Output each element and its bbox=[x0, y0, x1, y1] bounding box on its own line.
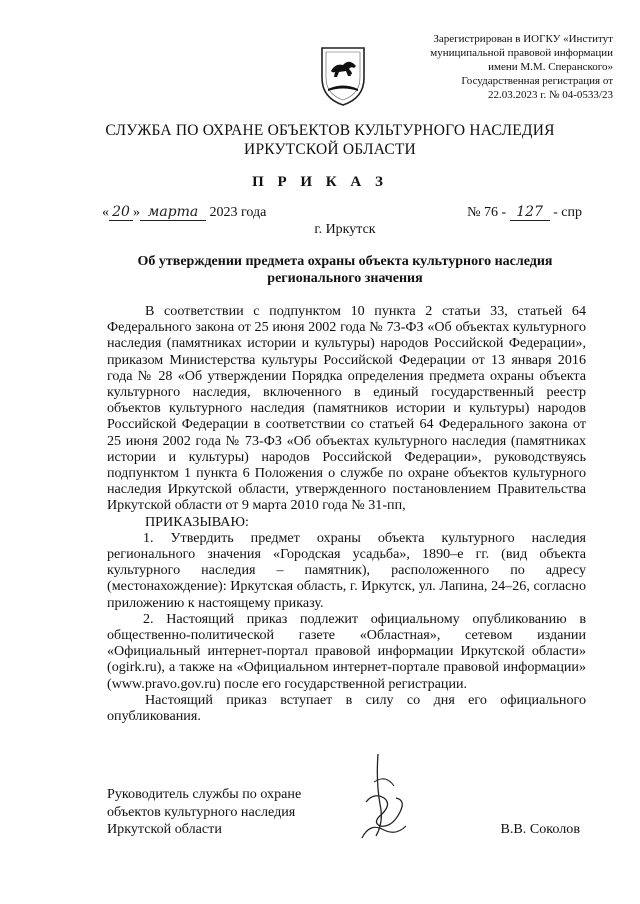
registration-line: 22.03.2023 г. № 04-0533/23 bbox=[488, 89, 613, 101]
agency-name-line: ИРКУТСКОЙ ОБЛАСТИ bbox=[244, 141, 416, 158]
coat-of-arms-icon bbox=[318, 44, 368, 108]
position-line: объектов культурного наследия bbox=[107, 803, 296, 820]
document-title: П Р И К А З bbox=[252, 174, 388, 190]
agency-name-line: СЛУЖБА ПО ОХРАНЕ ОБЪЕКТОВ КУЛЬТУРНОГО НАСЛЕДИЯ bbox=[105, 122, 555, 139]
registration-line: Государственная регистрация от bbox=[461, 75, 613, 87]
order-body bbox=[107, 303, 586, 724]
order-word: ПРИКАЗЫВАЮ: bbox=[145, 513, 249, 530]
preamble-paragraph: В соответствии с подпунктом 10 пункта 2 статьи 33, статьей 64 Федерального закона от 25 июня 2002 года № 73-ФЗ «Об объектах культурного наследия (памятниках истории и культуры) народов Российской Федерации», приказом Министерства культуры Российской Федерации от 13 января 2016 года № 28 «Об утверждении Порядка определения предмета охраны объекта культурного наследия, включенного в единый государственный реестр объектов культурного наследия (памятников истории и культуры) народов Российской Федерации в соответствии со статьей 64 Федерального закона от 25 июня 2002 года № 73-ФЗ «Об объектах культурного наследия (памятниках истории и культуры) народов Российской Федерации», руководствуясь подпунктом 1 пункта 6 Положения о службе по охране объектов культурного наследия Иркутской области, утвержденного постановлением Правительства Иркутской области от 9 марта 2010 года № 31-пп, bbox=[107, 303, 586, 514]
item-1-paragraph: 1. Утвердить предмет охраны объекта культурного наследия регионального значения «Городская усадьба», 1890–е гг. (вид объекта культурного наследия – памятник), расположенного по адресу (местонахождение): Иркутская область, г. Иркутск, ул. Лапина, 24–26, согласно приложению к настоящему приказу. bbox=[107, 529, 586, 611]
date-year: 2023 года bbox=[209, 205, 267, 220]
handwritten-signature bbox=[356, 752, 436, 844]
subject-line: Об утверждении предмета охраны объекта культурного наследия bbox=[137, 254, 553, 269]
registration-line: имени М.М. Сперанского» bbox=[488, 61, 613, 73]
registration-line: Зарегистрирован в ИОГКУ «Институт bbox=[433, 33, 613, 45]
date-close-quote: » bbox=[133, 205, 140, 220]
agency-name bbox=[60, 121, 600, 159]
number-prefix: № 76 - bbox=[467, 205, 507, 220]
number-handwritten: 127 bbox=[510, 204, 550, 221]
registration-note bbox=[373, 32, 613, 102]
closing-paragraph: Настоящий приказ вступает в силу со дня его официального опубликования. bbox=[107, 691, 586, 725]
position-line: Руководитель службы по охране bbox=[107, 786, 302, 802]
date-month-handwritten: марта bbox=[140, 204, 206, 221]
date-day-handwritten: 20 bbox=[109, 204, 133, 221]
position-line: Иркутской области bbox=[107, 821, 222, 837]
signer-name: В.В. Соколов bbox=[500, 821, 580, 837]
number-suffix: - спр bbox=[553, 205, 582, 220]
registration-line: муниципальной правовой информации bbox=[430, 47, 613, 59]
signatory-position bbox=[107, 786, 301, 839]
order-subject bbox=[100, 253, 590, 287]
order-number bbox=[467, 204, 582, 222]
item-2-paragraph: 2. Настоящий приказ подлежит официальному опубликованию в общественно-политической газете «Областная», сетевом издании «Официальный интернет-портал правовой информации Иркутской области» (ogirk.ru), а также на «Официальном интернет-портале правовой информации» (www.pravo.gov.ru) после его государственной регистрации. bbox=[107, 610, 586, 692]
city: г. Иркутск bbox=[314, 222, 376, 237]
subject-line: регионального значения bbox=[267, 271, 423, 286]
order-date bbox=[102, 204, 266, 222]
date-open-quote: « bbox=[102, 205, 109, 220]
